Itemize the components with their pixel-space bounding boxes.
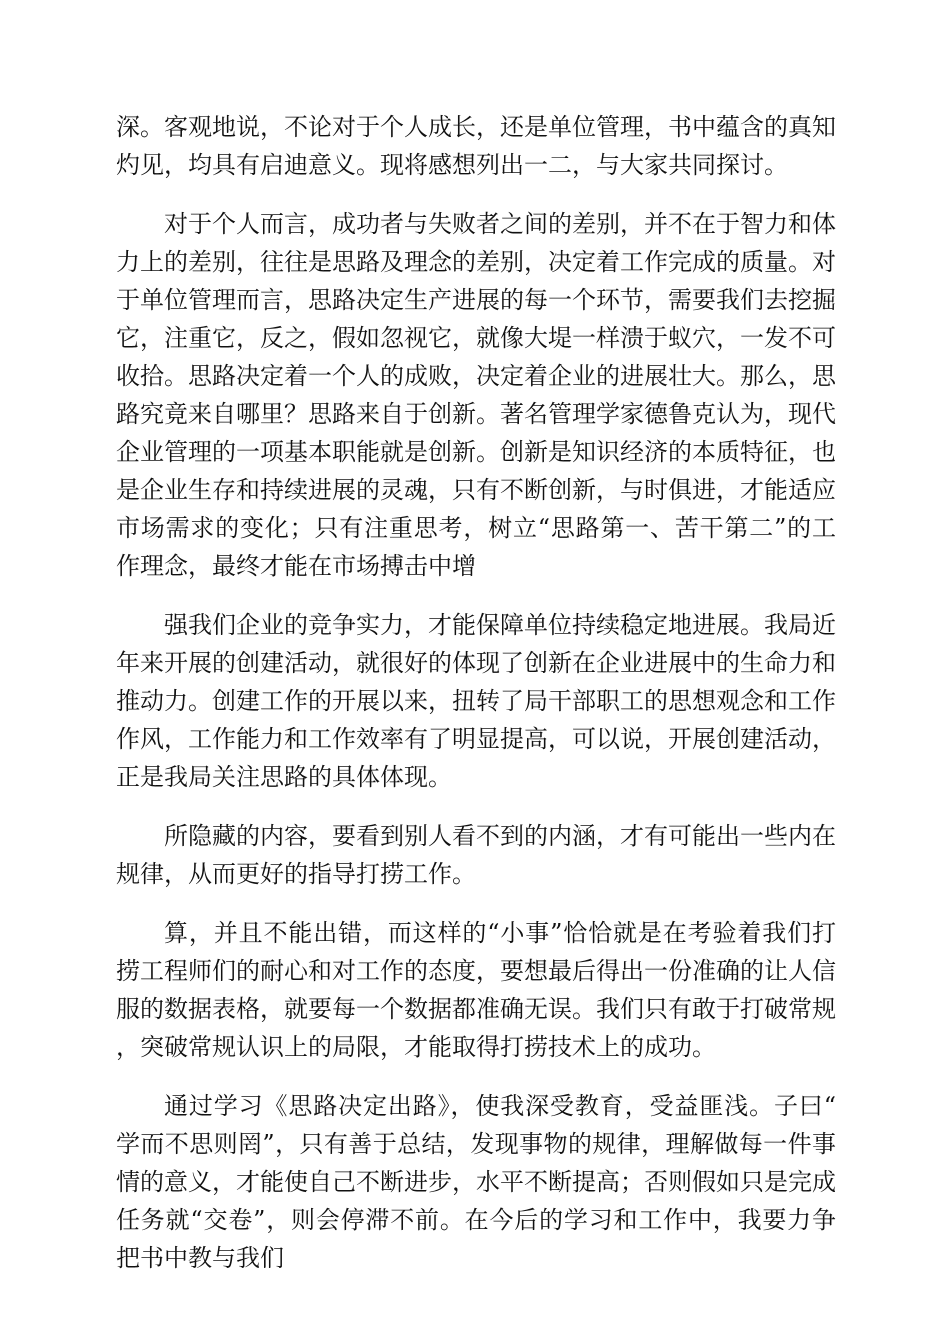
paragraph-1: 深。客观地说，不论对于个人成长，还是单位管理，书中蕴含的真知灼见，均具有启迪意义。现将感想列出一二，与大家共同探讨。 [116,113,836,179]
paragraph-6: 通过学习《思路决定出路》，使我深受教育，受益匪浅。子曰“学而不思则罔”，只有善于总结，发现事物的规律，理解做每一件事情的意义，才能使自己不断进步，水平不断提高；否则假如只是完成任务就“交卷”，则会停滞不前。在今后的学习和工作中，我要力争把书中教与我们 [116,1092,836,1272]
paragraph-5: 算，并且不能出错，而这样的“小事”恰恰就是在考验着我们打捞工程师们的耐心和对工作的态度，要想最后得出一份准确的让人信服的数据表格，就要每一个数据都准确无误。我们只有敢于打破常规，突破常规认识上的局限，才能取得打捞技术上的成功。 [116,919,836,1061]
paragraph-3: 强我们企业的竞争实力，才能保障单位持续稳定地进展。我局近年来开展的创建活动，就很好的体现了创新在企业进展中的生命力和推动力。创建工作的开展以来，扭转了局干部职工的思想观念和工作作风，工作能力和工作效率有了明显提高，可以说，开展创建活动，正是我局关注思路的具体体现。 [116,611,836,791]
paragraph-2: 对于个人而言，成功者与失败者之间的差别，并不在于智力和体力上的差别，往往是思路及理念的差别，决定着工作完成的质量。对于单位管理而言，思路决定生产进展的每一个环节，需要我们去挖掘它，注重它，反之，假如忽视它，就像大堤一样溃于蚁穴，一发不可收拾。思路决定着一个人的成败，决定着企业的进展壮大。那么，思路究竟来自哪里？思路来自于创新。著名管理学家德鲁克认为，现代企业管理的一项基本职能就是创新。创新是知识经济的本质特征，也是企业生存和持续进展的灵魂，只有不断创新，与时俱进，才能适应市场需求的变化；只有注重思考，树立“思路第一、苦干第二”的工作理念，最终才能在市场搏击中增 [116,210,836,580]
document-body [116,108,836,1298]
paragraph-4: 所隐藏的内容，要看到别人看不到的内涵，才有可能出一些内在规律，从而更好的指导打捞工作。 [116,822,836,888]
